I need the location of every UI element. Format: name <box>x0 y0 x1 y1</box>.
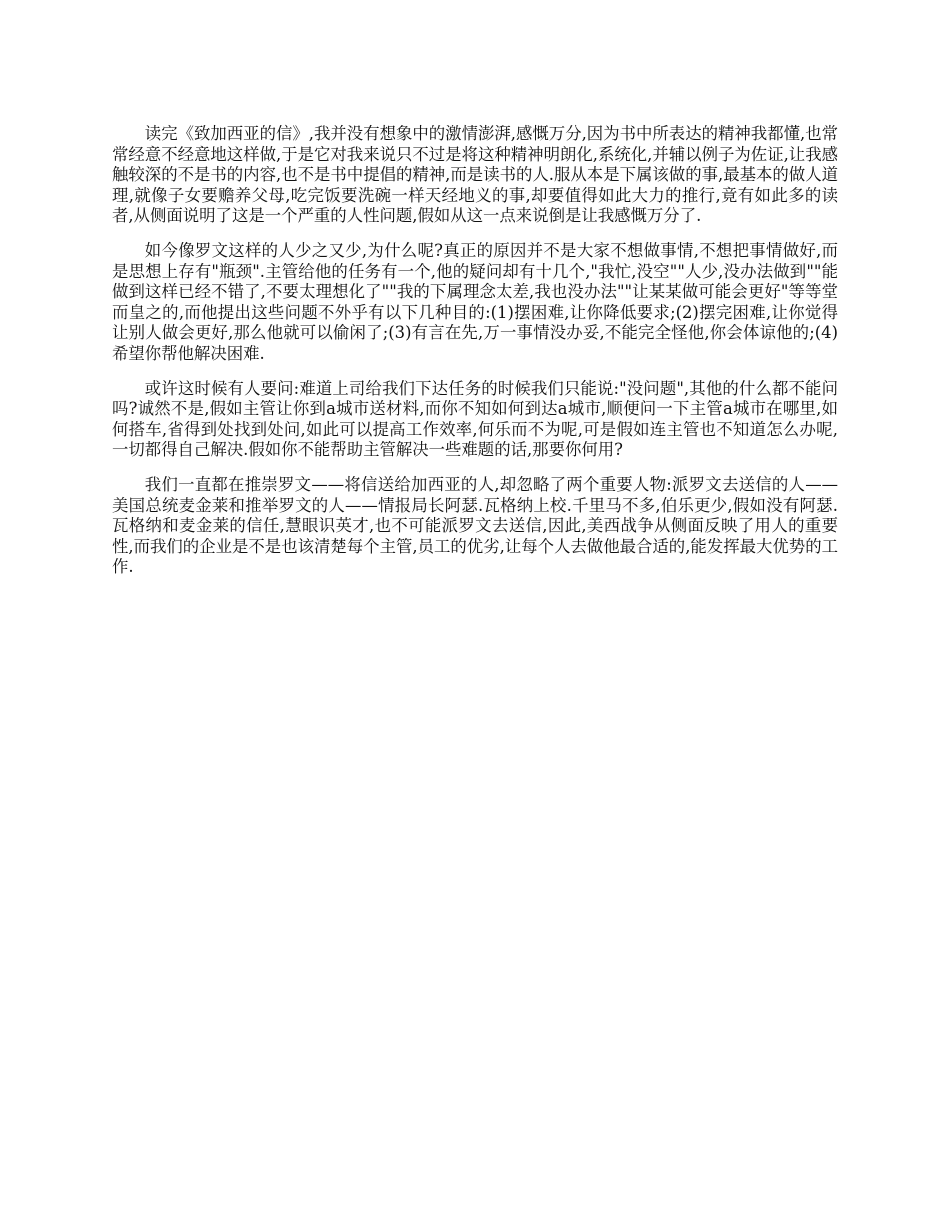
paragraph-4: 我们一直都在推崇罗文——将信送给加西亚的人,却忽略了两个重要人物:派罗文去送信的人——美国总统麦金莱和推举罗文的人——情报局长阿瑟.瓦格纳上校.千里马不多,伯乐更少,假如没有阿瑟.瓦格纳和麦金莱的信任,慧眼识英才,也不可能派罗文去送信,因此,美西战争从侧面反映了用人的重要性,而我们的企业是不是也该清楚每个主管,员工的优劣,让每个人去做他最合适的,能发挥最大优势的工作. <box>112 474 838 577</box>
document-body <box>112 124 838 592</box>
paragraph-1: 读完《致加西亚的信》,我并没有想象中的激情澎湃,感慨万分,因为书中所表达的精神我都懂,也常常经意不经意地这样做,于是它对我来说只不过是将这种精神明朗化,系统化,并辅以例子为佐证,让我感触较深的不是书的内容,也不是书中提倡的精神,而是读书的人.服从本是下属该做的事,最基本的做人道理,就像子女要赡养父母,吃完饭要洗碗一样天经地义的事,却要值得如此大力的推行,竟有如此多的读者,从侧面说明了这是一个严重的人性问题,假如从这一点来说倒是让我感慨万分了. <box>112 124 838 226</box>
paragraph-2: 如今像罗文这样的人少之又少,为什么呢?真正的原因并不是大家不想做事情,不想把事情做好,而是思想上存有"瓶颈".主管给他的任务有一个,他的疑问却有十几个,"我忙,没空""人少,没办法做到""能做到这样已经不错了,不要太理想化了""我的下属理念太差,我也没办法""让某某做可能会更好"等等堂而皇之的,而他提出这些问题不外乎有以下几种目的:(1)摆困难,让你降低要求;(2)摆完困难,让你觉得让别人做会更好,那么他就可以偷闲了;(3)有言在先,万一事情没办妥,不能完全怪他,你会体谅他的;(4)希望你帮他解决困难. <box>112 240 838 363</box>
paragraph-3: 或许这时候有人要问:难道上司给我们下达任务的时候我们只能说:"没问题",其他的什么都不能问吗?诚然不是,假如主管让你到a城市送材料,而你不知如何到达a城市,顺便问一下主管a城市在哪里,如何搭车,省得到处找到处问,如此可以提高工作效率,何乐而不为呢,可是假如连主管也不知道怎么办呢,一切都得自己解决.假如你不能帮助主管解决一些难题的话,那要你何用? <box>112 378 838 460</box>
